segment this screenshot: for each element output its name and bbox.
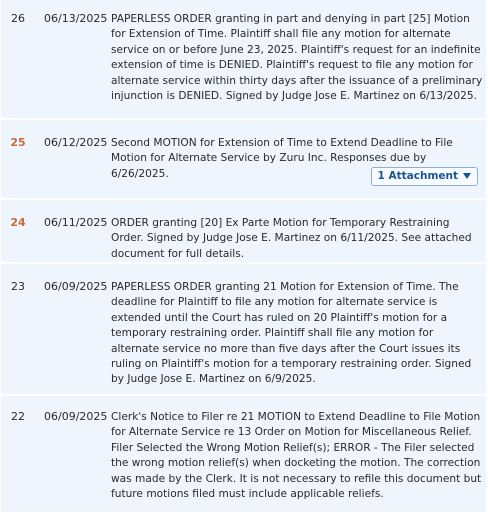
attachment-button[interactable] xyxy=(371,167,478,186)
entry-number: 26 xyxy=(11,12,25,25)
entry-date: 06/09/2025 xyxy=(44,280,108,293)
entry-number: 22 xyxy=(11,410,25,423)
docket-entry xyxy=(1,120,486,200)
entry-text: Second MOTION for Extension of Time to Extend Deadline to File Motion for Alternate Service by Zuru Inc. Responses due by 6/26/2025. xyxy=(111,137,453,180)
entry-date: 06/12/2025 xyxy=(44,136,108,149)
docket-entry xyxy=(1,0,486,120)
docket-entry xyxy=(1,200,486,264)
entry-date: 06/13/2025 xyxy=(44,12,108,25)
entry-date: 06/09/2025 xyxy=(44,410,108,423)
entry-text: ORDER granting [20] Ex Parte Motion for Temporary Restraining Order. Signed by Judge Jose E. Martinez on 6/11/2025. See attached document for full details. xyxy=(111,217,472,260)
entry-text: PAPERLESS ORDER granting in part and denying in part [25] Motion for Extension of Time. Plaintiff shall file any motion for alternate service on or before June 23, 2025. Plaintiff's request for an indefinite extension of time is DENIED. Plaintiff's request to file any motion for alternate service within thirty days after the issuance of a preliminary injunction is DENIED. Signed by Judge Jose E. Martinez on 6/13/2025. xyxy=(111,13,483,103)
attachment-label: 1 Attachment xyxy=(377,170,458,182)
entry-text: Clerk's Notice to Filer re 21 MOTION to Extend Deadline to File Motion for Alternate Service re 13 Order on Motion for Miscellaneous Relief. Filer Selected the Wrong Motion Relief(s); ERROR - The Filer selected the wrong motion relief(s) when docketing the motion. The correction was made by the Clerk. It is not necessary to refile this document but future motions filed must include applicable reliefs. xyxy=(111,411,482,501)
entry-date: 06/11/2025 xyxy=(44,216,108,229)
entry-number[interactable]: 24 xyxy=(10,216,26,229)
docket-entry xyxy=(1,264,486,396)
chevron-down-icon xyxy=(463,173,471,179)
docket-entry xyxy=(1,396,486,514)
entry-text: PAPERLESS ORDER granting 21 Motion for Extension of Time. The deadline for Plaintiff to file any motion for alternate service is extended until the Court has ruled on 20 Plaintiff's motion for a temporary restraining order. Plaintiff shall file any motion for alternate service no more than five days after the Court issues its ruling on Plaintiff's motion for a temporary restraining order. Signed by Judge Jose E. Martinez on 6/9/2025. xyxy=(111,281,472,386)
entry-number: 23 xyxy=(11,280,25,293)
entry-number[interactable]: 25 xyxy=(10,136,26,149)
